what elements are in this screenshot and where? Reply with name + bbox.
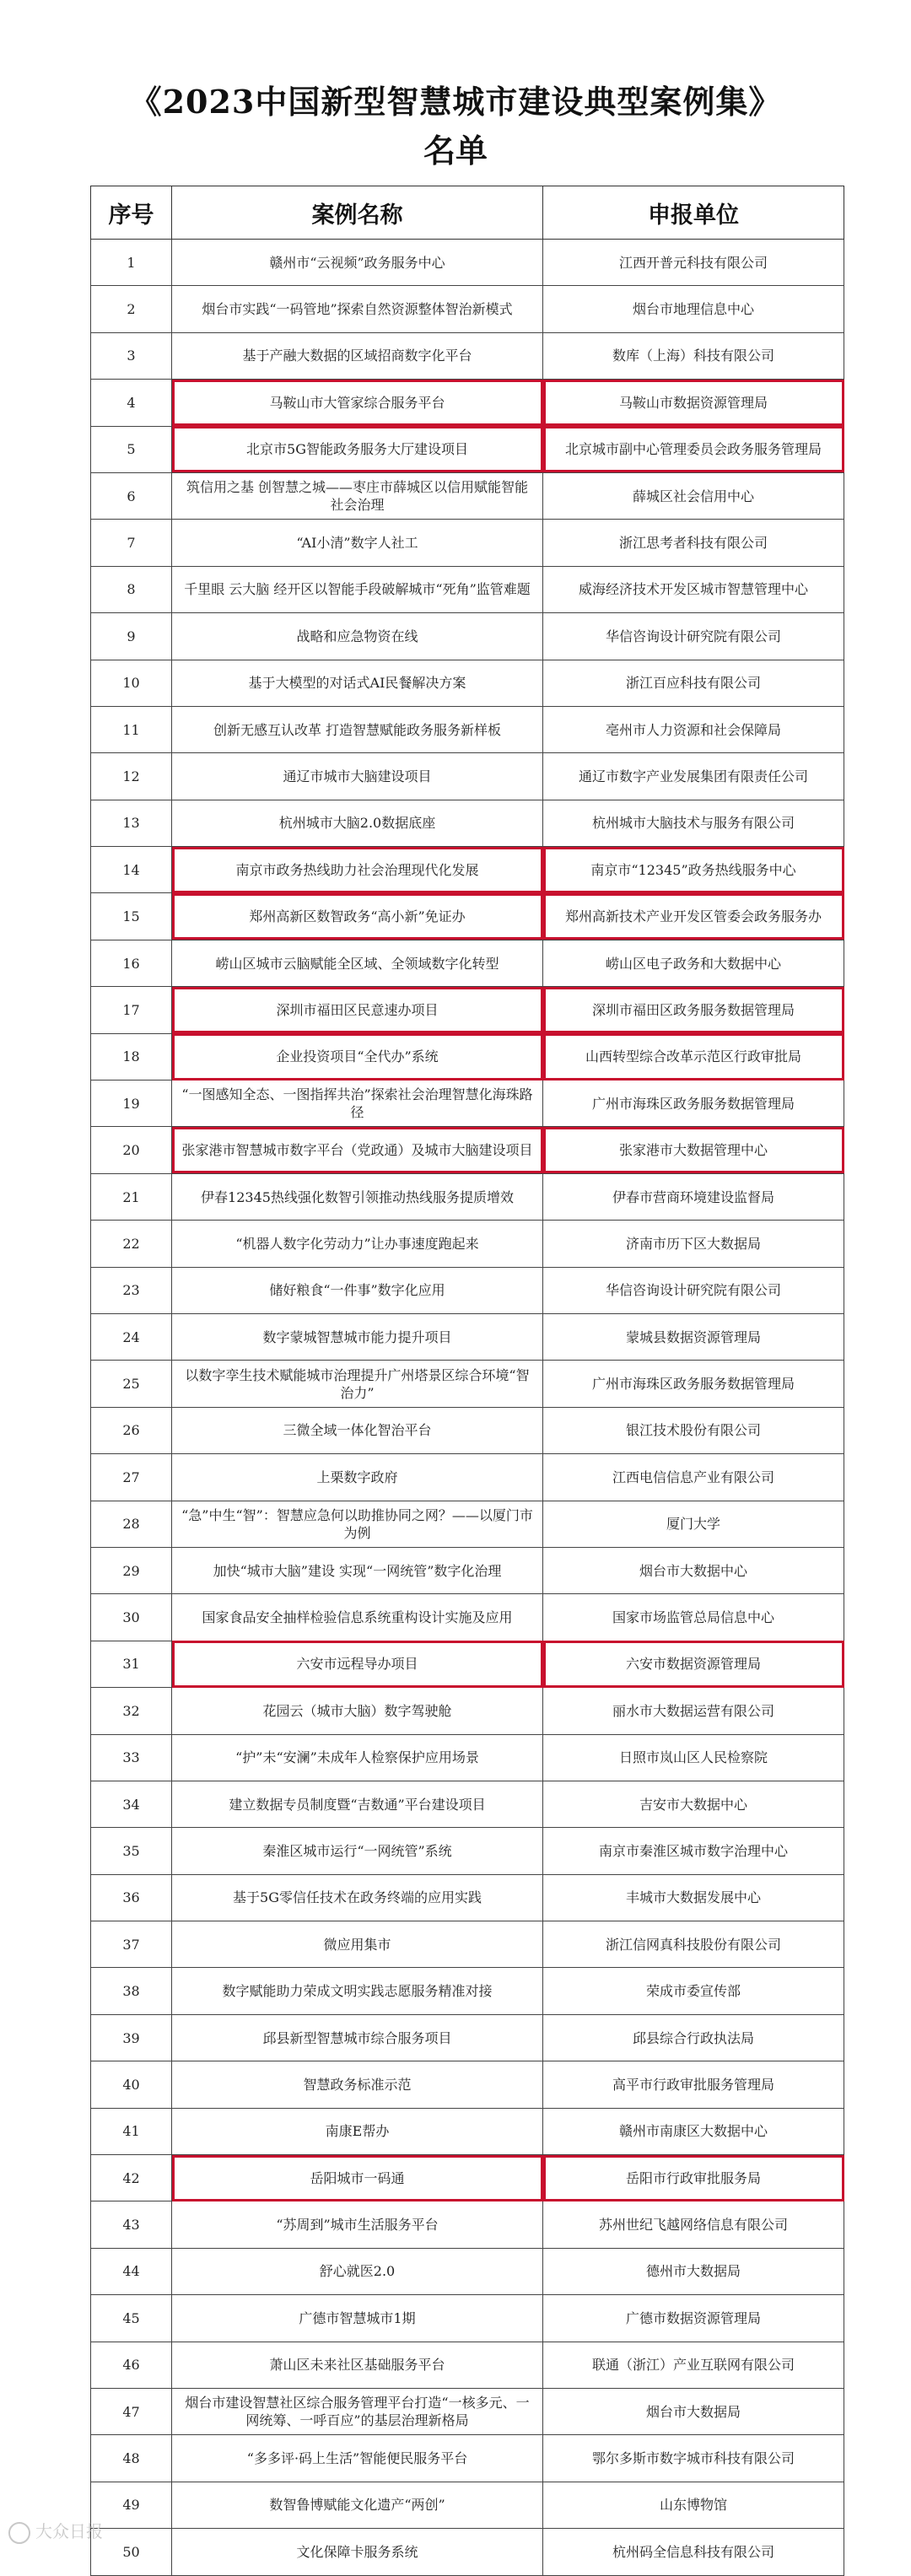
row-number: 24 <box>91 1313 172 1360</box>
row-unit: 伊春市营商环境建设监督局 <box>543 1173 844 1220</box>
row-number: 48 <box>91 2435 172 2482</box>
table-row <box>91 847 844 893</box>
row-case-name: 郑州高新区数智政务“高小新”免证办 <box>172 893 543 940</box>
row-number: 44 <box>91 2248 172 2294</box>
row-case-name: 文化保障卡服务系统 <box>172 2529 543 2575</box>
row-unit: 济南市历下区大数据局 <box>543 1221 844 1267</box>
watermark-logo-icon <box>8 2522 30 2544</box>
header-unit: 申报单位 <box>543 186 844 240</box>
row-case-name: 北京市5G智能政务服务大厅建设项目 <box>172 426 543 472</box>
row-unit: 华信咨询设计研究院有限公司 <box>543 613 844 660</box>
row-case-name: 六安市远程导办项目 <box>172 1641 543 1687</box>
row-case-name: 智慧政务标准示范 <box>172 2061 543 2108</box>
table-row <box>91 1221 844 1267</box>
row-unit: 吉安市大数据中心 <box>543 1781 844 1827</box>
row-unit: 威海经济技术开发区城市智慧管理中心 <box>543 566 844 612</box>
case-list-table <box>90 186 844 2576</box>
table-row <box>91 1081 844 1127</box>
row-unit: 江西电信信息产业有限公司 <box>543 1454 844 1501</box>
table-row <box>91 987 844 1033</box>
table-row <box>91 2482 844 2528</box>
row-case-name: 南康E帮办 <box>172 2108 543 2154</box>
row-number: 46 <box>91 2342 172 2388</box>
header-name: 案例名称 <box>172 186 543 240</box>
row-case-name: 赣州市“云视频”政务服务中心 <box>172 240 543 286</box>
row-case-name: 以数字孪生技术赋能城市治理提升广州塔景区综合环境“智治力” <box>172 1361 543 1407</box>
table-row <box>91 2248 844 2294</box>
table-row <box>91 1173 844 1220</box>
row-case-name: 花园云（城市大脑）数字驾驶舱 <box>172 1688 543 1734</box>
table-row <box>91 613 844 660</box>
row-unit: 广州市海珠区政务服务数据管理局 <box>543 1081 844 1127</box>
table-row <box>91 1033 844 1080</box>
row-case-name: 数智鲁博赋能文化遗产“两创” <box>172 2482 543 2528</box>
row-number: 30 <box>91 1594 172 1641</box>
table-row <box>91 1454 844 1501</box>
row-case-name: 邱县新型智慧城市综合服务项目 <box>172 2014 543 2061</box>
row-case-name: 伊春12345热线强化数智引领推动热线服务提质增效 <box>172 1173 543 1220</box>
row-number: 45 <box>91 2295 172 2342</box>
watermark <box>8 2518 103 2544</box>
row-case-name: 南京市政务热线助力社会治理现代化发展 <box>172 847 543 893</box>
row-unit: 郑州高新技术产业开发区管委会政务服务办 <box>543 893 844 940</box>
row-number: 43 <box>91 2201 172 2248</box>
row-case-name: 舒心就医2.0 <box>172 2248 543 2294</box>
row-unit: 六安市数据资源管理局 <box>543 1641 844 1687</box>
row-unit: 广州市海珠区政务服务数据管理局 <box>543 1361 844 1407</box>
row-case-name: 企业投资项目“全代办”系统 <box>172 1033 543 1080</box>
row-case-name: 储好粮食“一件事”数字化应用 <box>172 1267 543 1313</box>
row-number: 1 <box>91 240 172 286</box>
row-case-name: 基于大模型的对话式AI民餐解决方案 <box>172 660 543 706</box>
table-row <box>91 2342 844 2388</box>
row-case-name: 千里眼 云大脑 经开区以智能手段破解城市“死角”监管难题 <box>172 566 543 612</box>
table-row <box>91 2108 844 2154</box>
table-body <box>91 240 844 2576</box>
row-case-name: 国家食品安全抽样检验信息系统重构设计实施及应用 <box>172 1594 543 1641</box>
row-case-name: 建立数据专员制度暨“吉数通”平台建设项目 <box>172 1781 543 1827</box>
document-subtitle: 名单 <box>423 132 488 170</box>
row-number: 16 <box>91 940 172 986</box>
row-number: 5 <box>91 426 172 472</box>
row-number: 23 <box>91 1267 172 1313</box>
row-number: 26 <box>91 1407 172 1453</box>
row-number: 20 <box>91 1127 172 1173</box>
row-number: 6 <box>91 472 172 519</box>
row-case-name: 微应用集市 <box>172 1921 543 1968</box>
row-number: 18 <box>91 1033 172 1080</box>
table-row <box>91 240 844 286</box>
row-number: 25 <box>91 1361 172 1407</box>
row-case-name: “护”未“安澜”未成年人检察保护应用场景 <box>172 1734 543 1781</box>
row-number: 40 <box>91 2061 172 2108</box>
row-number: 10 <box>91 660 172 706</box>
row-number: 13 <box>91 800 172 846</box>
table-row <box>91 1127 844 1173</box>
row-case-name: “急”中生“智”：智慧应急何以助推协同之网？——以厦门市为例 <box>172 1501 543 1547</box>
row-case-name: 烟台市实践“一码管地”探索自然资源整体智治新模式 <box>172 286 543 332</box>
watermark-text: 大众日报 <box>35 2521 103 2541</box>
row-case-name: 深圳市福田区民意速办项目 <box>172 987 543 1033</box>
row-number: 15 <box>91 893 172 940</box>
row-unit: 南京市“12345”政务热线服务中心 <box>543 847 844 893</box>
row-case-name: 马鞍山市大管家综合服务平台 <box>172 380 543 426</box>
row-unit: 薛城区社会信用中心 <box>543 472 844 519</box>
row-number: 27 <box>91 1454 172 1501</box>
table-row <box>91 1781 844 1827</box>
row-case-name: 通辽市城市大脑建设项目 <box>172 753 543 800</box>
row-unit: 银江技术股份有限公司 <box>543 1407 844 1453</box>
table-row <box>91 1501 844 1547</box>
row-case-name: 数字赋能助力荣成文明实践志愿服务精准对接 <box>172 1968 543 2014</box>
row-unit: 南京市秦淮区城市数字治理中心 <box>543 1828 844 1874</box>
row-number: 33 <box>91 1734 172 1781</box>
row-unit: 山东博物馆 <box>543 2482 844 2528</box>
row-unit: 烟台市地理信息中心 <box>543 286 844 332</box>
row-unit: 日照市岚山区人民检察院 <box>543 1734 844 1781</box>
table-row <box>91 1874 844 1921</box>
row-unit: 山西转型综合改革示范区行政审批局 <box>543 1033 844 1080</box>
row-number: 36 <box>91 1874 172 1921</box>
row-number: 50 <box>91 2529 172 2575</box>
row-unit: 广德市数据资源管理局 <box>543 2295 844 2342</box>
row-case-name: 杭州城市大脑2.0数据底座 <box>172 800 543 846</box>
row-number: 32 <box>91 1688 172 1734</box>
row-unit: 数库（上海）科技有限公司 <box>543 332 844 379</box>
row-unit: 丽水市大数据运营有限公司 <box>543 1688 844 1734</box>
table-row <box>91 2201 844 2248</box>
row-number: 19 <box>91 1081 172 1127</box>
row-unit: 张家港市大数据管理中心 <box>543 1127 844 1173</box>
row-unit: 浙江思考者科技有限公司 <box>543 520 844 566</box>
row-case-name: “机器人数字化劳动力”让办事速度跑起来 <box>172 1221 543 1267</box>
row-unit: 烟台市大数据中心 <box>543 1547 844 1593</box>
table-row <box>91 2295 844 2342</box>
row-number: 4 <box>91 380 172 426</box>
row-unit: 高平市行政审批服务管理局 <box>543 2061 844 2108</box>
row-unit: 深圳市福田区政务服务数据管理局 <box>543 987 844 1033</box>
row-unit: 江西开普元科技有限公司 <box>543 240 844 286</box>
table-row <box>91 332 844 379</box>
table-row <box>91 2435 844 2482</box>
row-number: 8 <box>91 566 172 612</box>
row-case-name: 筑信用之基 创智慧之城——枣庄市薛城区以信用赋能智能社会治理 <box>172 472 543 519</box>
table-row <box>91 520 844 566</box>
row-unit: 蒙城县数据资源管理局 <box>543 1313 844 1360</box>
row-unit: 马鞍山市数据资源管理局 <box>543 380 844 426</box>
table-row <box>91 893 844 940</box>
row-case-name: 基于5G零信任技术在政务终端的应用实践 <box>172 1874 543 1921</box>
row-case-name: “苏周到”城市生活服务平台 <box>172 2201 543 2248</box>
row-number: 9 <box>91 613 172 660</box>
table-row <box>91 2155 844 2201</box>
row-number: 47 <box>91 2388 172 2434</box>
table-row <box>91 2061 844 2108</box>
row-case-name: 张家港市智慧城市数字平台（党政通）及城市大脑建设项目 <box>172 1127 543 1173</box>
table-row <box>91 940 844 986</box>
row-unit: 通辽市数字产业发展集团有限责任公司 <box>543 753 844 800</box>
row-number: 31 <box>91 1641 172 1687</box>
row-case-name: “多多评·码上生活”智能便民服务平台 <box>172 2435 543 2482</box>
row-number: 38 <box>91 1968 172 2014</box>
row-number: 11 <box>91 706 172 752</box>
row-case-name: 岳阳城市一码通 <box>172 2155 543 2201</box>
header-no: 序号 <box>91 186 172 240</box>
table-row <box>91 660 844 706</box>
row-number: 42 <box>91 2155 172 2201</box>
row-unit: 苏州世纪飞越网络信息有限公司 <box>543 2201 844 2248</box>
row-number: 14 <box>91 847 172 893</box>
row-unit: 华信咨询设计研究院有限公司 <box>543 1267 844 1313</box>
row-unit: 国家市场监管总局信息中心 <box>543 1594 844 1641</box>
row-unit: 杭州城市大脑技术与服务有限公司 <box>543 800 844 846</box>
table-row <box>91 426 844 472</box>
row-number: 2 <box>91 286 172 332</box>
table-row <box>91 1594 844 1641</box>
row-case-name: 秦淮区城市运行“一网统管”系统 <box>172 1828 543 1874</box>
row-number: 37 <box>91 1921 172 1968</box>
row-unit: 赣州市南康区大数据中心 <box>543 2108 844 2154</box>
row-unit: 亳州市人力资源和社会保障局 <box>543 706 844 752</box>
row-unit: 德州市大数据局 <box>543 2248 844 2294</box>
row-number: 21 <box>91 1173 172 1220</box>
table-row <box>91 1734 844 1781</box>
row-number: 29 <box>91 1547 172 1593</box>
row-unit: 浙江信网真科技股份有限公司 <box>543 1921 844 1968</box>
row-case-name: 加快“城市大脑”建设 实现“一网统管”数字化治理 <box>172 1547 543 1593</box>
row-number: 39 <box>91 2014 172 2061</box>
table-row <box>91 1313 844 1360</box>
table-row <box>91 472 844 519</box>
table-row <box>91 1361 844 1407</box>
table-header-row <box>91 186 844 240</box>
row-case-name: 基于产融大数据的区域招商数字化平台 <box>172 332 543 379</box>
row-unit: 崂山区电子政务和大数据中心 <box>543 940 844 986</box>
row-case-name: 战略和应急物资在线 <box>172 613 543 660</box>
document-title: 《2023中国新型智慧城市建设典型案例集》 <box>129 83 782 121</box>
table-row <box>91 706 844 752</box>
table-row <box>91 1641 844 1687</box>
row-case-name: 三微全域一体化智治平台 <box>172 1407 543 1453</box>
row-number: 7 <box>91 520 172 566</box>
table-row <box>91 1828 844 1874</box>
row-case-name: 崂山区城市云脑赋能全区域、全领域数字化转型 <box>172 940 543 986</box>
table-row <box>91 2014 844 2061</box>
row-case-name: “一图感知全态、一图指挥共治”探索社会治理智慧化海珠路径 <box>172 1081 543 1127</box>
row-case-name: 创新无感互认改革 打造智慧赋能政务服务新样板 <box>172 706 543 752</box>
row-unit: 丰城市大数据发展中心 <box>543 1874 844 1921</box>
row-case-name: 萧山区未来社区基础服务平台 <box>172 2342 543 2388</box>
row-unit: 厦门大学 <box>543 1501 844 1547</box>
row-number: 17 <box>91 987 172 1033</box>
row-unit: 联通（浙江）产业互联网有限公司 <box>543 2342 844 2388</box>
row-unit: 邱县综合行政执法局 <box>543 2014 844 2061</box>
row-case-name: 烟台市建设智慧社区综合服务管理平台打造“一核多元、一网统筹、一呼百应”的基层治理新格局 <box>172 2388 543 2434</box>
row-number: 34 <box>91 1781 172 1827</box>
table-row <box>91 1921 844 1968</box>
row-unit: 烟台市大数据局 <box>543 2388 844 2434</box>
row-case-name: “AI小清”数字人社工 <box>172 520 543 566</box>
table-row <box>91 286 844 332</box>
row-number: 22 <box>91 1221 172 1267</box>
row-case-name: 上栗数字政府 <box>172 1454 543 1501</box>
table-row <box>91 2529 844 2575</box>
row-unit: 浙江百应科技有限公司 <box>543 660 844 706</box>
row-number: 28 <box>91 1501 172 1547</box>
table-row <box>91 1968 844 2014</box>
row-unit: 北京城市副中心管理委员会政务服务管理局 <box>543 426 844 472</box>
row-case-name: 数字蒙城智慧城市能力提升项目 <box>172 1313 543 1360</box>
table-row <box>91 1407 844 1453</box>
row-unit: 杭州码全信息科技有限公司 <box>543 2529 844 2575</box>
table-row <box>91 1547 844 1593</box>
table-row <box>91 380 844 426</box>
row-number: 41 <box>91 2108 172 2154</box>
row-unit: 鄂尔多斯市数字城市科技有限公司 <box>543 2435 844 2482</box>
row-number: 12 <box>91 753 172 800</box>
table-row <box>91 800 844 846</box>
table-row <box>91 1267 844 1313</box>
row-unit: 岳阳市行政审批服务局 <box>543 2155 844 2201</box>
table-row <box>91 753 844 800</box>
row-number: 35 <box>91 1828 172 1874</box>
table-row <box>91 2388 844 2434</box>
table-row <box>91 566 844 612</box>
table-row <box>91 1688 844 1734</box>
row-number: 49 <box>91 2482 172 2528</box>
row-case-name: 广德市智慧城市1期 <box>172 2295 543 2342</box>
row-number: 3 <box>91 332 172 379</box>
row-unit: 荣成市委宣传部 <box>543 1968 844 2014</box>
